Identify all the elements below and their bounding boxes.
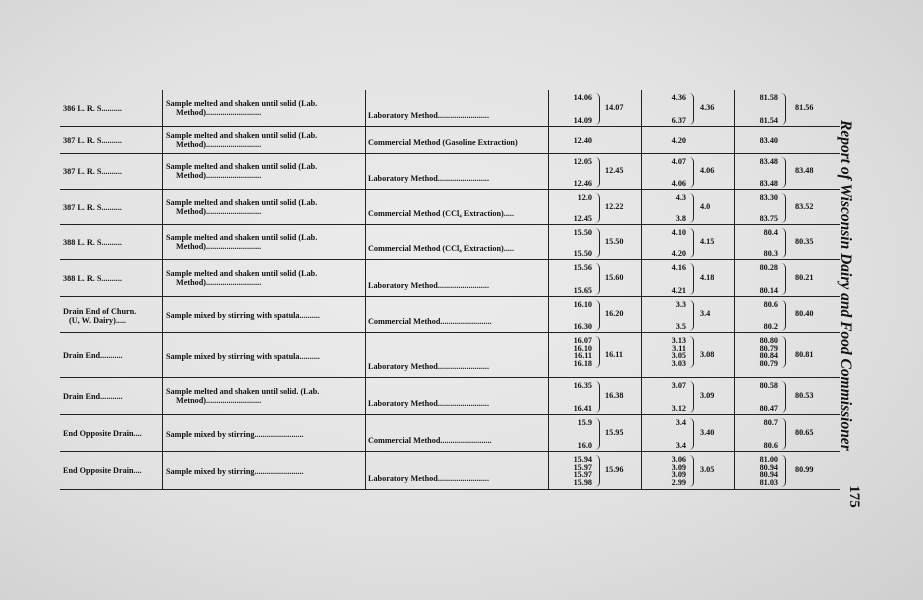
fat-value: 15.65 (573, 286, 592, 295)
water-value: 80.79 (759, 358, 778, 368)
sample-id: 388 L. R. S.......... (63, 273, 122, 283)
water-value: 80.6 (763, 441, 778, 450)
water-average: 80.40 (795, 309, 814, 318)
water-average: 80.81 (795, 349, 814, 359)
preparation: Method)........................... (176, 277, 262, 287)
row-rule (60, 224, 840, 225)
method: Laboratory Method......................... (368, 362, 489, 371)
row-rule (60, 153, 840, 154)
water-value: 83.30 (759, 193, 778, 202)
water-value: 80.2 (763, 322, 778, 331)
method: Commercial Method (Gasoline Extraction) (368, 138, 518, 147)
water-value: 81.03 (759, 477, 778, 487)
water-value: 80.7 (763, 418, 778, 427)
water-value: 80.94 (759, 470, 778, 480)
sample-id: End Opposite Drain.... (63, 466, 142, 475)
fat-value: 16.0 (577, 441, 592, 450)
brace (595, 157, 600, 188)
sample-id: 386 L. R. S.......... (63, 103, 122, 113)
brace (595, 455, 600, 487)
salt-value: 3.07 (671, 381, 686, 390)
row-rule (60, 189, 840, 190)
salt-average: 4.18 (700, 272, 715, 282)
salt-average: 4.15 (700, 236, 715, 246)
brace (689, 93, 694, 125)
method: Commercial Method (CCl₄ Extraction)..... (368, 209, 515, 218)
fat-value: 16.35 (573, 381, 592, 390)
preparation: Sample mixed by stirring........................ (166, 429, 304, 439)
sample-id: 387 L. R. S.......... (63, 135, 122, 145)
fat-value: 12.0 (577, 193, 592, 202)
fat-average: 15.95 (605, 427, 624, 437)
brace (781, 336, 786, 368)
fat-value: 15.94 (573, 455, 592, 464)
row-rule (60, 296, 840, 297)
salt-value: 3.05 (671, 351, 686, 361)
salt-value: 3.06 (671, 455, 686, 464)
salt-value: 4.20 (671, 249, 686, 258)
water-value: 80.80 (759, 336, 778, 345)
column-rule (548, 90, 549, 490)
fat-value: 16.30 (573, 322, 592, 331)
salt-average: 3.05 (700, 465, 715, 474)
salt-value: 3.4 (675, 418, 686, 427)
salt-value: 4.20 (671, 135, 686, 145)
brace (595, 300, 600, 331)
brace (781, 418, 786, 450)
water-average: 80.53 (795, 390, 814, 400)
fat-average: 15.60 (605, 272, 624, 282)
brace (689, 263, 694, 295)
salt-value: 3.8 (675, 214, 686, 223)
water-value: 83.48 (759, 157, 778, 166)
brace (689, 300, 694, 331)
fat-value: 16.10 (573, 343, 592, 353)
brace (689, 418, 694, 450)
fat-value: 14.09 (573, 116, 592, 125)
salt-value: 3.12 (671, 404, 686, 413)
method: Laboratory Method......................... (368, 111, 489, 120)
fat-value: 16.10 (573, 300, 592, 309)
salt-value: 3.3 (675, 300, 686, 309)
brace (595, 193, 600, 223)
row-rule (60, 414, 840, 415)
salt-value: 6.37 (671, 116, 686, 125)
brace (781, 300, 786, 331)
water-average: 80.21 (795, 272, 814, 282)
water-value: 83.40 (759, 135, 778, 145)
row-rule (60, 126, 840, 127)
fat-value: 15.56 (573, 263, 592, 272)
salt-average: 4.0 (700, 201, 711, 211)
column-rule (734, 90, 735, 490)
fat-average: 16.20 (605, 309, 624, 318)
fat-average: 16.38 (605, 390, 624, 400)
water-value: 80.3 (763, 249, 778, 258)
method: Laboratory Method......................... (368, 174, 489, 183)
water-value: 80.94 (759, 462, 778, 472)
column-rule (365, 90, 366, 490)
brace (595, 336, 600, 368)
fat-average: 16.11 (605, 349, 623, 359)
preparation: Metnod)........................... (176, 395, 262, 405)
brace (689, 228, 694, 258)
brace (595, 263, 600, 295)
salt-average: 3.09 (700, 390, 715, 400)
fat-value: 15.97 (573, 462, 592, 472)
salt-value: 3.13 (671, 336, 686, 345)
preparation: Sample melted and shaken until solid (Lab. (166, 98, 318, 108)
preparation: Method)........................... (176, 206, 262, 216)
water-average: 81.56 (795, 102, 814, 112)
brace (781, 263, 786, 295)
water-value: 80.79 (759, 343, 778, 353)
brace (595, 418, 600, 450)
method: Commercial Method......................... (368, 317, 492, 326)
sample-id: 387 L. R. S.......... (63, 202, 122, 212)
preparation: Sample melted and shaken until solid (Lab. (166, 162, 318, 171)
column-rule (641, 90, 642, 490)
fat-average: 15.96 (605, 465, 624, 474)
sample-id: 388 L. R. S.......... (63, 237, 122, 247)
method: Laboratory Method......................... (368, 399, 489, 408)
salt-value: 4.07 (671, 157, 686, 166)
page-number: 175 (845, 485, 862, 508)
preparation: Sample melted and shaken until solid (Lab. (166, 268, 318, 278)
water-value: 80.4 (763, 228, 778, 237)
sample-id: End Opposite Drain.... (63, 428, 142, 438)
method: Laboratory Method......................... (368, 281, 489, 290)
fat-value: 14.06 (573, 93, 592, 102)
salt-value: 3.5 (675, 322, 686, 331)
salt-average: 4.06 (700, 166, 715, 175)
preparation: Sample mixed by stirring with spatula.......... (166, 351, 320, 361)
salt-value: 4.10 (671, 228, 686, 237)
water-average: 83.52 (795, 201, 814, 211)
water-average: 80.65 (795, 427, 814, 437)
preparation: Method)........................... (176, 171, 262, 180)
brace (689, 157, 694, 188)
brace (689, 336, 694, 368)
preparation: Method)........................... (176, 139, 262, 149)
salt-value: 4.06 (671, 179, 686, 188)
row-rule (60, 489, 840, 490)
fat-value: 15.9 (577, 418, 592, 427)
fat-average: 12.22 (605, 201, 624, 211)
salt-value: 3.11 (672, 343, 686, 353)
brace (595, 93, 600, 125)
method: Laboratory Method......................... (368, 474, 489, 483)
row-rule (60, 332, 840, 333)
water-average: 80.99 (795, 465, 814, 474)
fat-average: 15.50 (605, 236, 624, 246)
row-rule (60, 259, 840, 260)
salt-value: 4.16 (671, 263, 686, 272)
brace (689, 455, 694, 487)
water-value: 81.58 (759, 93, 778, 102)
sample-id: Drain End of Churn. (63, 307, 137, 316)
brace (595, 228, 600, 258)
salt-average: 3.4 (700, 309, 711, 318)
fat-value: 12.46 (573, 179, 592, 188)
salt-average: 4.36 (700, 102, 715, 112)
fat-value: 16.11 (574, 351, 592, 361)
sample-id: (U, W. Dairy)..... (69, 316, 127, 325)
fat-value: 15.50 (573, 228, 592, 237)
fat-value: 12.45 (573, 214, 592, 223)
water-value: 83.75 (759, 214, 778, 223)
water-value: 80.84 (759, 351, 778, 361)
brace (689, 193, 694, 223)
preparation: Sample mixed by stirring with spatula.......... (166, 311, 320, 320)
method: Commercial Method (CCl₄ Extraction)..... (368, 244, 515, 253)
brace (689, 381, 694, 413)
water-value: 81.00 (759, 455, 778, 464)
fat-average: 14.07 (605, 102, 624, 112)
preparation: Sample melted and shaken until solid (Lab. (166, 197, 318, 207)
fat-value: 15.50 (573, 249, 592, 258)
brace (781, 193, 786, 223)
fat-value: 16.41 (573, 404, 592, 413)
brace (781, 157, 786, 188)
sample-id: Drain End........... (63, 391, 123, 401)
water-average: 83.48 (795, 166, 814, 175)
salt-value: 3.09 (671, 470, 686, 480)
running-header: Report of Wisconsin Dairy and Food Commissioner (837, 120, 854, 451)
fat-value: 12.40 (573, 135, 592, 145)
water-value: 81.54 (759, 116, 778, 125)
water-value: 80.6 (763, 300, 778, 309)
salt-value: 4.21 (671, 286, 686, 295)
fat-value: 16.18 (573, 358, 592, 368)
water-value: 80.14 (759, 286, 778, 295)
row-rule (60, 377, 840, 378)
brace (781, 381, 786, 413)
preparation: Sample melted and shaken until solid (Lab. (166, 232, 318, 242)
brace (595, 381, 600, 413)
method: Commercial Method......................... (368, 436, 492, 445)
salt-average: 3.08 (700, 349, 715, 359)
salt-average: 3.40 (700, 427, 715, 437)
water-value: 83.48 (759, 179, 778, 188)
water-average: 80.35 (795, 236, 814, 246)
salt-value: 4.36 (671, 93, 686, 102)
water-value: 80.28 (759, 263, 778, 272)
brace (781, 455, 786, 487)
row-rule (60, 451, 840, 452)
fat-average: 12.45 (605, 166, 624, 175)
salt-value: 4.3 (675, 193, 686, 202)
water-value: 80.47 (759, 404, 778, 413)
brace (781, 228, 786, 258)
sample-id: Drain End........... (63, 350, 123, 360)
preparation: Method)........................... (176, 241, 262, 251)
fat-value: 15.98 (573, 477, 592, 487)
preparation: Sample melted and shaken until solid. (Lab. (166, 386, 320, 396)
preparation: Method)........................... (176, 107, 262, 117)
salt-value: 2.99 (671, 477, 686, 487)
column-rule (162, 90, 163, 490)
brace (781, 93, 786, 125)
fat-value: 15.97 (573, 470, 592, 480)
salt-value: 3.03 (671, 358, 686, 368)
water-value: 80.58 (759, 381, 778, 390)
fat-value: 16.07 (573, 336, 592, 345)
fat-value: 12.05 (573, 157, 592, 166)
sample-id: 387 L. R. S.......... (63, 167, 122, 176)
preparation: Sample mixed by stirring........................ (166, 467, 304, 476)
preparation: Sample melted and shaken until solid (Lab. (166, 130, 318, 140)
salt-value: 3.4 (675, 441, 686, 450)
salt-value: 3.09 (671, 462, 686, 472)
